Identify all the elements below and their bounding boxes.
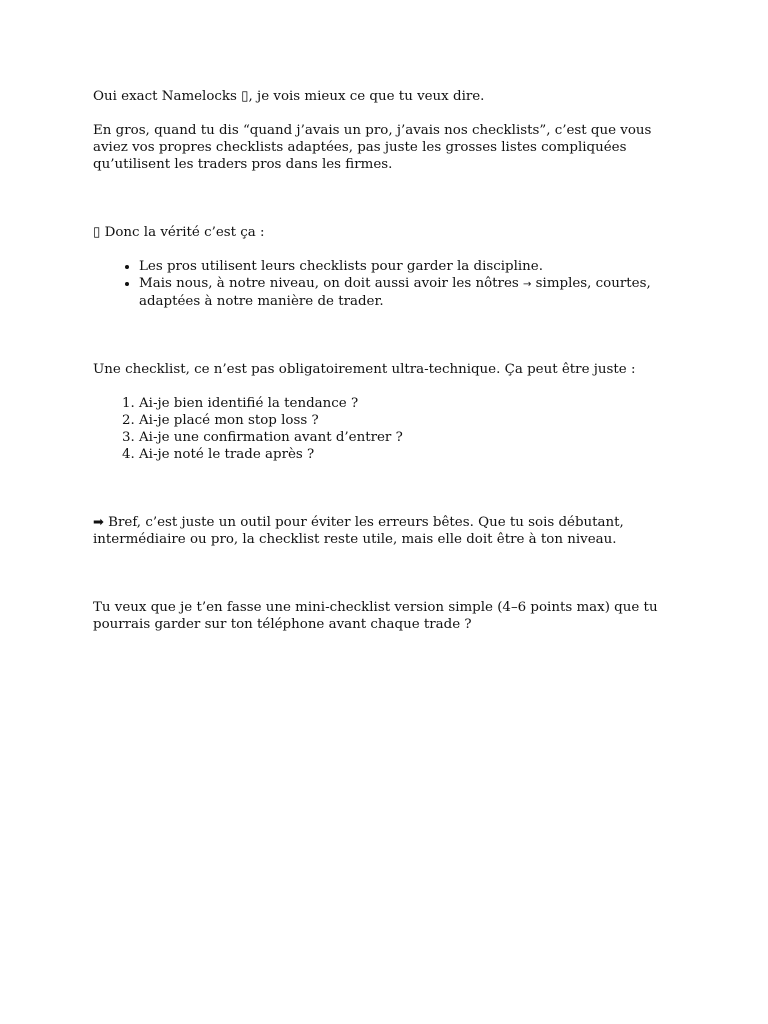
spacer [93, 310, 683, 361]
document-body [93, 88, 683, 633]
bullet-item-text-end: simples, courtes, adaptées à notre manière de trader. [139, 276, 651, 309]
spacer [93, 241, 683, 258]
bullet-item [139, 275, 683, 310]
numbered-list [93, 395, 683, 463]
spacer [93, 105, 683, 122]
truth-heading [93, 224, 683, 241]
right-arrow-icon: ➡ [93, 515, 104, 530]
spacer [93, 173, 683, 224]
greeting-paragraph [93, 88, 683, 105]
bullet-list [93, 258, 683, 310]
numbered-item: 2. Ai-je placé mon stop loss ? [139, 412, 683, 429]
spacer [93, 378, 683, 395]
summary-text: Bref, c’est juste un outil pour éviter les erreurs bêtes. Que tu sois débutant, intermédiaire ou pro, la checklist reste utile, mais elle doit être à ton niveau. [93, 515, 624, 547]
spacer [93, 463, 683, 514]
closing-question-paragraph: Tu veux que je t’en fasse une mini-checklist version simple (4–6 points max) que tu pourrais garder sur ton téléphone avant chaque trade ? [93, 600, 658, 632]
greeting-text-end: , je vois mieux ce que tu veux dire. [248, 89, 485, 104]
greeting-text: Oui exact Namelocks [93, 89, 242, 104]
spacer [93, 548, 683, 599]
numbered-item: 4. Ai-je noté le trade après ? [139, 446, 683, 463]
numbered-item: 3. Ai-je une confirmation avant d’entrer ? [139, 429, 683, 446]
numbered-item: 1. Ai-je bien identifié la tendance ? [139, 395, 683, 412]
right-arrow-icon: → [523, 279, 532, 290]
bullet-item: • Les pros utilisent leurs checklists pour garder la discipline. [139, 258, 683, 275]
checklist-intro-paragraph: Une checklist, ce n’est pas obligatoirement ultra-technique. Ça peut être juste : [93, 362, 636, 377]
emoji-placeholder-icon: ▯ [241, 89, 249, 104]
intro-paragraph: En gros, quand tu dis “quand j’avais un pro, j’avais nos checklists”, c’est que vous aviez vos propres checklists adaptées, pas juste les grosses listes compliquées qu’utilisent les traders pros dans les firmes. [93, 123, 652, 172]
summary-paragraph [93, 514, 683, 548]
truth-heading-text: Donc la vérité c’est ça : [100, 225, 265, 240]
emoji-placeholder-icon: ▯ [93, 225, 101, 240]
bullet-item-text: Mais nous, à notre niveau, on doit aussi avoir les nôtres [139, 276, 524, 291]
